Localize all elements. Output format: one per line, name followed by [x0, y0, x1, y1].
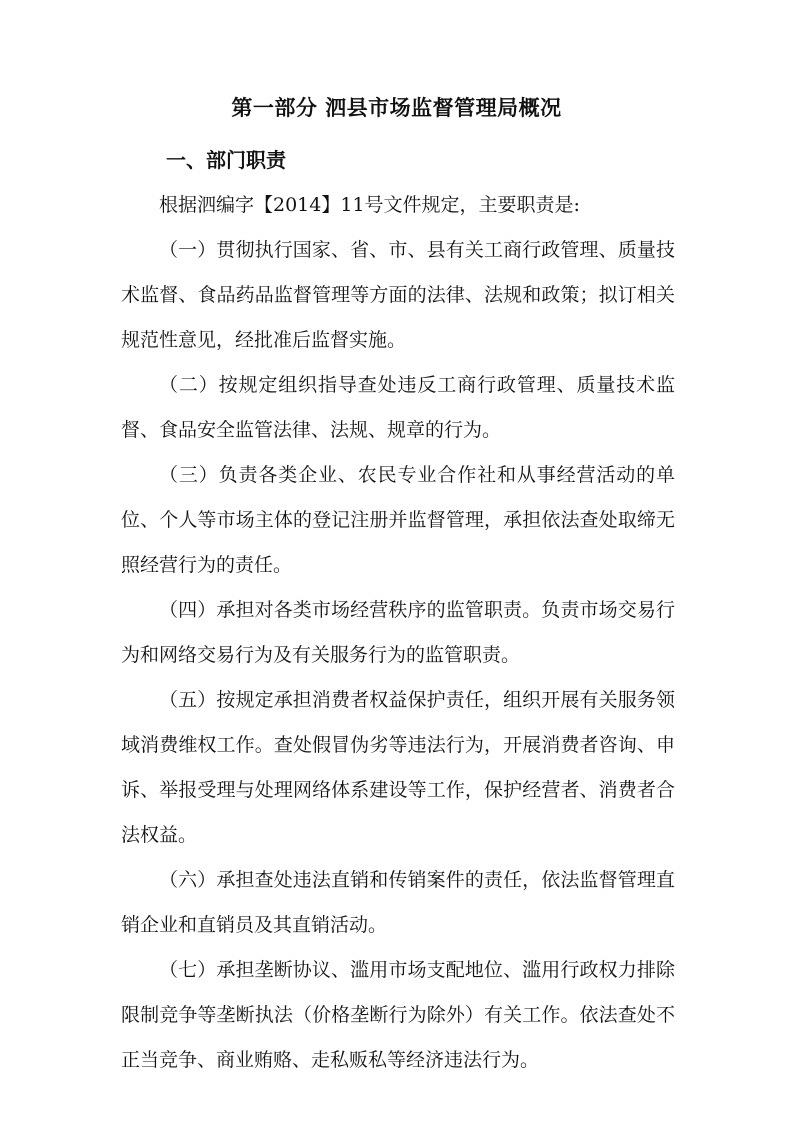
paragraph-item-4: （四）承担对各类市场经营秩序的监管职责。负责市场交易行为和网络交易行为及有关服务行为的监管职责。 [121, 599, 675, 666]
paragraph-item-2: （二）按规定组织指导查处违反工商行政管理、质量技术监督、食品安全监管法律、法规、规章的行为。 [121, 374, 675, 441]
paragraph-item-6: （六）承担查处违法直销和传销案件的责任，依法监督管理直销企业和直销员及其直销活动。 [121, 869, 675, 936]
paragraph-item-7: （七）承担垄断协议、滥用市场支配地位、滥用行政权力排除限制竞争等垄断执法（价格垄断行为除外）有关工作。依法查处不正当竞争、商业贿赂、走私贩私等经济违法行为。 [121, 959, 675, 1071]
paragraph-item-5: （五）按规定承担消费者权益保护责任，组织开展有关服务领域消费维权工作。查处假冒伪劣等违法行为，开展消费者咨询、申诉、举报受理与处理网络体系建设等工作，保护经营者、消费者合法权益。 [121, 689, 675, 846]
paragraph-intro: 根据泗编字【2014】11号文件规定，主要职责是: [159, 194, 580, 216]
page-title: 第一部分 泗县市场监督管理局概况 [231, 96, 562, 120]
paragraph-item-1: （一）贯彻执行国家、省、市、县有关工商行政管理、质量技术监督、食品药品监督管理等方面的法律、法规和政策；拟订相关规范性意见，经批准后监督实施。 [121, 239, 675, 351]
section-heading: 一、部门职责 [166, 148, 286, 172]
body-text [121, 183, 675, 1083]
paragraph-item-3: （三）负责各类企业、农民专业合作社和从事经营活动的单位、个人等市场主体的登记注册并监督管理，承担依法查处取缔无照经营行为的责任。 [121, 464, 675, 576]
